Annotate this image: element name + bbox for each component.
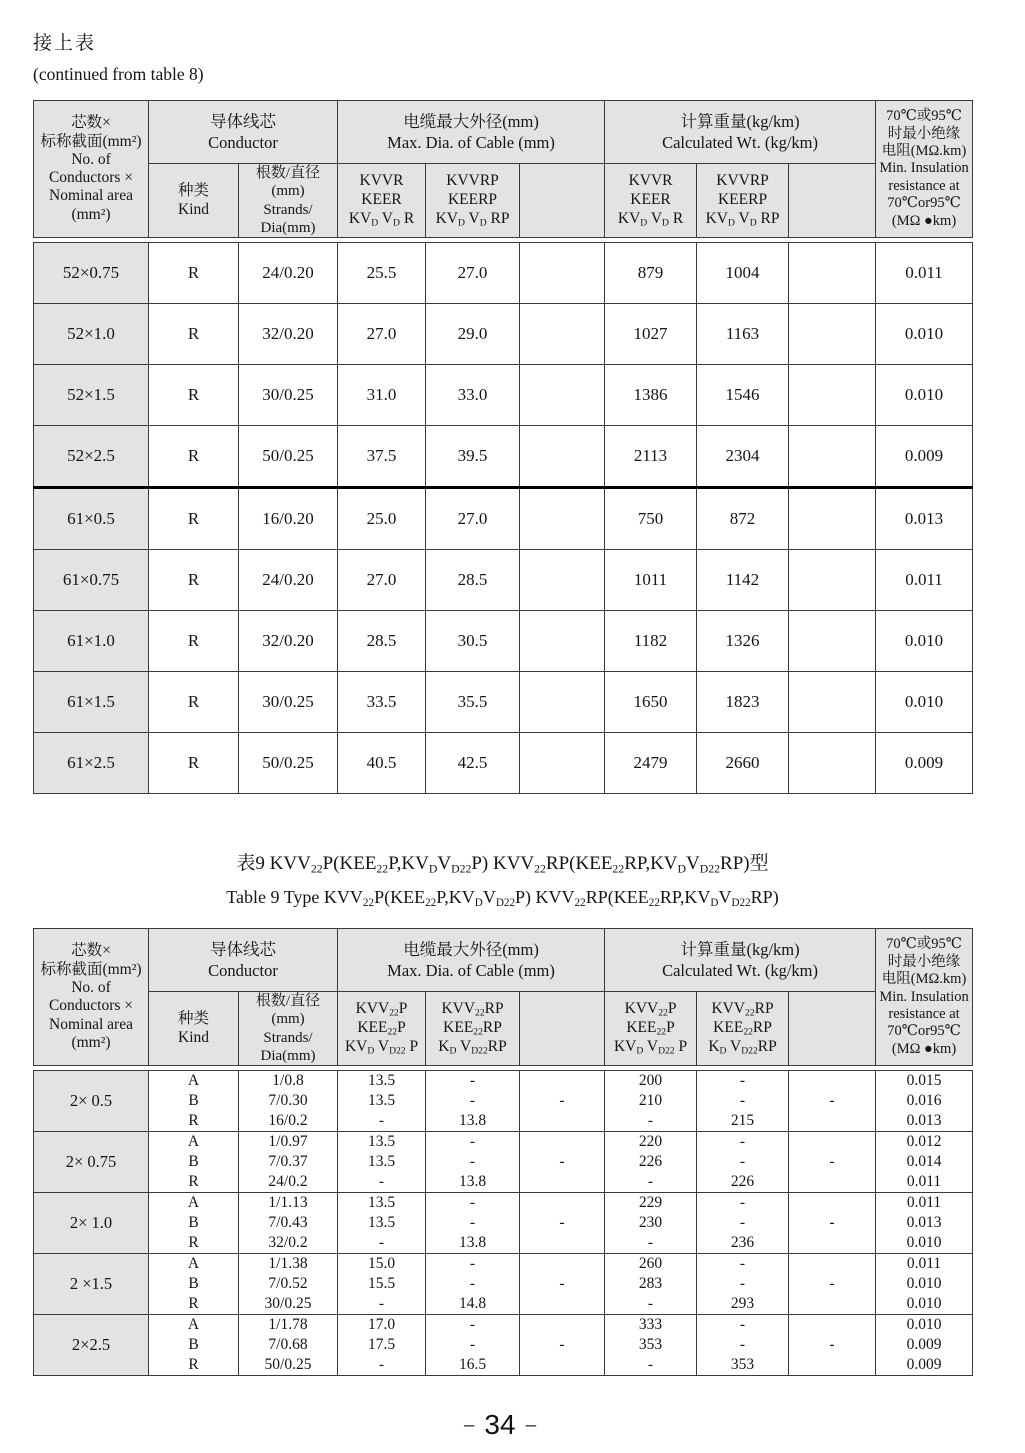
header-wt-type-2: $KVV_{22}RP$ $KEE_{22}RP$ $K_D$ $V_{D22}RP$ <box>697 992 789 1066</box>
page-number <box>0 1409 1000 1441</box>
header-wt-type-1: KVVR KEER $KV_D$ $V_D$ R <box>605 164 697 238</box>
cell-wt1: 1011 <box>605 550 697 611</box>
cell-strands: 1/1.78 7/0.68 50/0.25 <box>239 1315 338 1376</box>
cell-res: 0.015 0.016 0.013 <box>876 1071 973 1132</box>
cell-dia2: 30.5 <box>426 611 520 672</box>
table-row <box>34 672 973 733</box>
table-row <box>34 611 973 672</box>
table-row <box>34 550 973 611</box>
header-conductor: 导体线芯 Conductor <box>149 929 338 992</box>
cell-dia3: - <box>520 1254 605 1315</box>
cell-res: 0.010 <box>876 672 973 733</box>
cell-wt3 <box>789 426 876 488</box>
cell-dia3 <box>520 611 605 672</box>
cell-strands: 16/0.20 <box>239 488 338 550</box>
cell-wt1: 229 230 - <box>605 1193 697 1254</box>
cell-wt1: 750 <box>605 488 697 550</box>
cell-dia1: 37.5 <box>338 426 426 488</box>
cell-res: 0.011 <box>876 550 973 611</box>
header-calc-wt: 计算重量(kg/km) Calculated Wt. (kg/km) <box>605 101 876 164</box>
cell-wt2: 872 <box>697 488 789 550</box>
cell-dia1: 25.0 <box>338 488 426 550</box>
cell-wt3 <box>789 672 876 733</box>
cell-dia2: 28.5 <box>426 550 520 611</box>
header-wt-type-2: KVVRP KEERP $KV_D$ $V_D$ RP <box>697 164 789 238</box>
cell-wt1: 260 283 - <box>605 1254 697 1315</box>
cell-spec: 2×2.5 <box>34 1315 149 1376</box>
cell-dia1: 40.5 <box>338 733 426 794</box>
table-row <box>34 488 973 550</box>
cell-dia1: 15.0 15.5 - <box>338 1254 426 1315</box>
cell-res: 0.011 0.010 0.010 <box>876 1254 973 1315</box>
cell-wt3: - <box>789 1315 876 1376</box>
header-calc-wt: 计算重量(kg/km) Calculated Wt. (kg/km) <box>605 929 876 992</box>
cell-kind: R <box>149 672 239 733</box>
cell-spec: 2× 1.0 <box>34 1193 149 1254</box>
cell-spec: 52×2.5 <box>34 426 149 488</box>
header-spec: 芯数× 标称截面(mm²) No. of Conductors × Nominal area (mm²) <box>34 929 149 1066</box>
cell-wt2: - - 293 <box>697 1254 789 1315</box>
cell-dia2: - - 13.8 <box>426 1193 520 1254</box>
cell-dia2: - - 16.5 <box>426 1315 520 1376</box>
continued-label-en: (continued from table 8) <box>33 64 204 84</box>
cell-wt3: - <box>789 1071 876 1132</box>
table9-title-zh: 表9 $KVV_{22}P(KEE_{22}P,KV_DV_{D22}P)$ $KVV_{22}RP(KEE_{22}RP,KV_DV_{D22}RP)$型 <box>236 853 769 876</box>
cell-dia2: 33.0 <box>426 365 520 426</box>
cell-dia2: - - 13.8 <box>426 1071 520 1132</box>
cell-dia2: 35.5 <box>426 672 520 733</box>
cell-wt1: 2479 <box>605 733 697 794</box>
cell-strands: 24/0.20 <box>239 550 338 611</box>
cell-dia1: 17.0 17.5 - <box>338 1315 426 1376</box>
cell-dia3: - <box>520 1193 605 1254</box>
cell-kind: R <box>149 611 239 672</box>
cell-spec: 61×0.5 <box>34 488 149 550</box>
continued-label-zh: 接上表 <box>33 33 97 54</box>
cell-kind: R <box>149 365 239 426</box>
table-row <box>34 365 973 426</box>
header-wt-type-1: $KVV_{22}P$ $KEE_{22}P$ $KV_D$ $V_{D22}$ P <box>605 992 697 1066</box>
cell-kind: R <box>149 550 239 611</box>
cell-spec: 61×1.0 <box>34 611 149 672</box>
header-strands: 根数/直径(mm) Strands/ Dia(mm) <box>239 164 338 238</box>
cell-dia3 <box>520 733 605 794</box>
cell-wt1: 2113 <box>605 426 697 488</box>
cell-spec: 52×1.0 <box>34 304 149 365</box>
header-insulation-resistance: 70℃或95℃ 时最小绝缘 电阻(MΩ.km) Min. Insulation resistance at 70℃or95℃ (MΩ ●km) <box>876 929 973 1066</box>
cell-dia2: 27.0 <box>426 488 520 550</box>
cell-spec: 61×1.5 <box>34 672 149 733</box>
cell-spec: 61×0.75 <box>34 550 149 611</box>
table-row <box>34 733 973 794</box>
cell-res: 0.011 <box>876 243 973 304</box>
cell-dia3: - <box>520 1315 605 1376</box>
cell-res: 0.010 <box>876 304 973 365</box>
cell-dia1: 28.5 <box>338 611 426 672</box>
cell-res: 0.010 <box>876 365 973 426</box>
table-row <box>34 1315 973 1376</box>
cell-spec: 2× 0.75 <box>34 1132 149 1193</box>
cell-wt3 <box>789 243 876 304</box>
header-spec: 芯数× 标称截面(mm²) No. of Conductors × Nominal area (mm²) <box>34 101 149 238</box>
cell-wt3: - <box>789 1132 876 1193</box>
cell-spec: 2× 0.5 <box>34 1071 149 1132</box>
cell-dia2: 27.0 <box>426 243 520 304</box>
cell-res: 0.009 <box>876 733 973 794</box>
cell-wt2: 1326 <box>697 611 789 672</box>
page-number-left-dash: – <box>463 1415 475 1436</box>
page-number-right-dash: – <box>525 1415 537 1436</box>
cell-wt3 <box>789 611 876 672</box>
cell-strands: 1/1.13 7/0.43 32/0.2 <box>239 1193 338 1254</box>
cell-dia2: - - 14.8 <box>426 1254 520 1315</box>
cell-dia1: 27.0 <box>338 550 426 611</box>
cell-dia1: 13.5 13.5 - <box>338 1132 426 1193</box>
cell-strands: 1/0.97 7/0.37 24/0.2 <box>239 1132 338 1193</box>
cell-spec: 52×0.75 <box>34 243 149 304</box>
table8-continued-header <box>33 100 973 238</box>
header-conductor: 导体线芯 Conductor <box>149 101 338 164</box>
cell-dia2: 42.5 <box>426 733 520 794</box>
cell-kind: A B R <box>149 1132 239 1193</box>
cell-strands: 24/0.20 <box>239 243 338 304</box>
cell-wt2: 1163 <box>697 304 789 365</box>
header-dia-type-2: $KVV_{22}RP$ $KEE_{22}RP$ $K_D$ $V_{D22}RP$ <box>426 992 520 1066</box>
cell-res: 0.010 <box>876 611 973 672</box>
cell-res: 0.009 <box>876 426 973 488</box>
cell-dia3 <box>520 488 605 550</box>
cell-wt1: 333 353 - <box>605 1315 697 1376</box>
cell-dia3 <box>520 243 605 304</box>
header-kind: 种类 Kind <box>149 164 239 238</box>
cell-wt2: - - 226 <box>697 1132 789 1193</box>
cell-dia1: 27.0 <box>338 304 426 365</box>
cell-wt3 <box>789 304 876 365</box>
cell-kind: R <box>149 426 239 488</box>
table8-continued-body <box>33 242 973 794</box>
cell-res: 0.010 0.009 0.009 <box>876 1315 973 1376</box>
header-kind: 种类 Kind <box>149 992 239 1066</box>
cell-strands: 30/0.25 <box>239 672 338 733</box>
cell-strands: 32/0.20 <box>239 304 338 365</box>
cell-dia1: 13.5 13.5 - <box>338 1071 426 1132</box>
table-row <box>34 1132 973 1193</box>
table9-body <box>33 1070 973 1376</box>
cell-wt2: - - 215 <box>697 1071 789 1132</box>
cell-kind: R <box>149 304 239 365</box>
header-wt-type-3 <box>789 992 876 1066</box>
cell-kind: R <box>149 733 239 794</box>
cell-wt2: 1823 <box>697 672 789 733</box>
cell-wt1: 1650 <box>605 672 697 733</box>
cell-dia1: 25.5 <box>338 243 426 304</box>
cell-wt3: - <box>789 1254 876 1315</box>
cell-strands: 1/1.38 7/0.52 30/0.25 <box>239 1254 338 1315</box>
cell-kind: A B R <box>149 1193 239 1254</box>
cell-dia3 <box>520 304 605 365</box>
cell-wt2: - - 353 <box>697 1315 789 1376</box>
header-insulation-resistance: 70℃或95℃ 时最小绝缘 电阻(MΩ.km) Min. Insulation resistance at 70℃or95℃ (MΩ ●km) <box>876 101 973 238</box>
cell-dia3: - <box>520 1132 605 1193</box>
header-dia-type-1: $KVV_{22}P$ $KEE_{22}P$ $KV_D$ $V_{D22}$ P <box>338 992 426 1066</box>
cell-dia3 <box>520 672 605 733</box>
cell-wt3 <box>789 733 876 794</box>
cell-spec: 52×1.5 <box>34 365 149 426</box>
cell-dia3 <box>520 426 605 488</box>
header-dia-type-3 <box>520 164 605 238</box>
cell-dia3: - <box>520 1071 605 1132</box>
cell-wt2: - - 236 <box>697 1193 789 1254</box>
cell-dia3 <box>520 365 605 426</box>
cell-kind: A B R <box>149 1254 239 1315</box>
header-max-dia: 电缆最大外径(mm) Max. Dia. of Cable (mm) <box>338 101 605 164</box>
cell-dia1: 33.5 <box>338 672 426 733</box>
cell-wt2: 1142 <box>697 550 789 611</box>
cell-dia2: 29.0 <box>426 304 520 365</box>
cell-spec: 2 ×1.5 <box>34 1254 149 1315</box>
cell-strands: 1/0.8 7/0.30 16/0.2 <box>239 1071 338 1132</box>
cell-dia3 <box>520 550 605 611</box>
header-strands: 根数/直径(mm) Strands/ Dia(mm) <box>239 992 338 1066</box>
header-max-dia: 电缆最大外径(mm) Max. Dia. of Cable (mm) <box>338 929 605 992</box>
table9-title <box>33 848 972 908</box>
cell-wt1: 1027 <box>605 304 697 365</box>
cell-wt2: 2304 <box>697 426 789 488</box>
cell-wt3: - <box>789 1193 876 1254</box>
cell-wt2: 1004 <box>697 243 789 304</box>
table9-title-en: Table 9 Type $KVV_{22}P(KEE_{22}P,KV_DV_{D22}P)$ $KVV_{22}RP(KEE_{22}RP,KV_DV_{D22}RP)$ <box>226 887 779 910</box>
cell-dia2: - - 13.8 <box>426 1132 520 1193</box>
cell-wt2: 2660 <box>697 733 789 794</box>
table-row <box>34 243 973 304</box>
cell-spec: 61×2.5 <box>34 733 149 794</box>
cell-strands: 50/0.25 <box>239 733 338 794</box>
table9-header <box>33 928 973 1066</box>
table-row <box>34 1193 973 1254</box>
table-row <box>34 304 973 365</box>
cell-strands: 30/0.25 <box>239 365 338 426</box>
cell-dia2: 39.5 <box>426 426 520 488</box>
cell-kind: A B R <box>149 1315 239 1376</box>
cell-kind: R <box>149 488 239 550</box>
cell-wt3 <box>789 550 876 611</box>
cell-res: 0.012 0.014 0.011 <box>876 1132 973 1193</box>
cell-wt1: 1386 <box>605 365 697 426</box>
cell-strands: 32/0.20 <box>239 611 338 672</box>
cell-wt2: 1546 <box>697 365 789 426</box>
cell-wt1: 200 210 - <box>605 1071 697 1132</box>
header-dia-type-3 <box>520 992 605 1066</box>
header-dia-type-2: KVVRP KEERP $KV_D$ $V_D$ RP <box>426 164 520 238</box>
cell-res: 0.013 <box>876 488 973 550</box>
table-row <box>34 1254 973 1315</box>
cell-dia1: 13.5 13.5 - <box>338 1193 426 1254</box>
cell-wt1: 879 <box>605 243 697 304</box>
table-row <box>34 1071 973 1132</box>
header-dia-type-1: KVVR KEER $KV_D$ $V_D$ R <box>338 164 426 238</box>
cell-wt3 <box>789 488 876 550</box>
table-row <box>34 426 973 488</box>
cell-kind: R <box>149 243 239 304</box>
cell-dia1: 31.0 <box>338 365 426 426</box>
cell-wt3 <box>789 365 876 426</box>
cell-res: 0.011 0.013 0.010 <box>876 1193 973 1254</box>
cell-wt1: 1182 <box>605 611 697 672</box>
cell-kind: A B R <box>149 1071 239 1132</box>
header-wt-type-3 <box>789 164 876 238</box>
cell-strands: 50/0.25 <box>239 426 338 488</box>
cell-wt1: 220 226 - <box>605 1132 697 1193</box>
page-number-value: 34 <box>484 1409 516 1440</box>
